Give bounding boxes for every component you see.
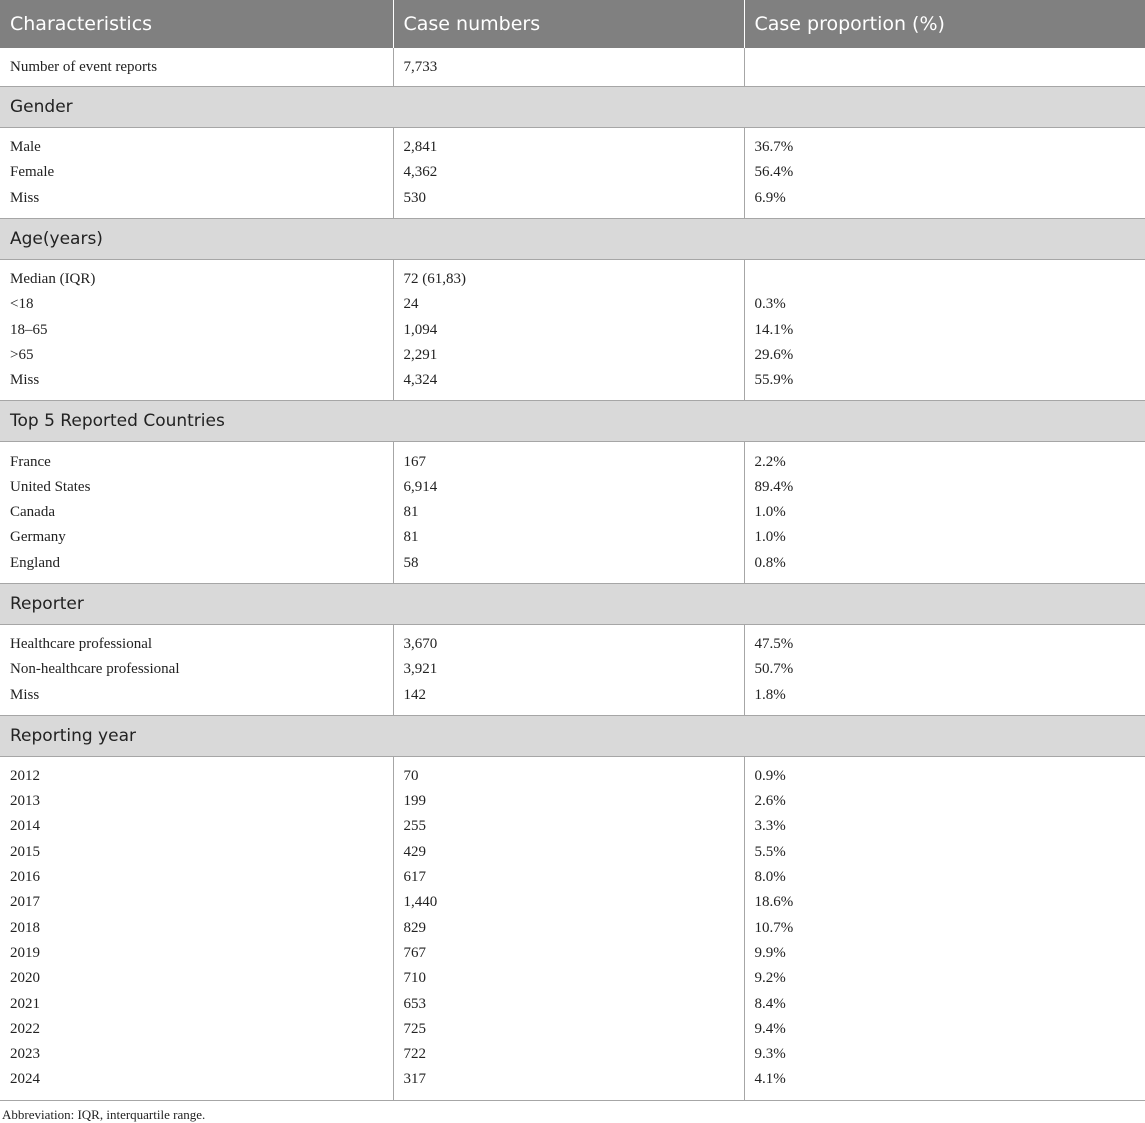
row-case-number: 829 <box>393 916 744 941</box>
row-case-proportion: 50.7% <box>744 657 1145 682</box>
row-case-proportion: 9.3% <box>744 1042 1145 1067</box>
row-case-number: 70 <box>393 756 744 789</box>
row-characteristic: Miss <box>10 686 40 703</box>
row-case-number: 317 <box>393 1067 744 1099</box>
row-case-number: 2,841 <box>393 128 744 161</box>
row-case-proportion: 0.9% <box>744 756 1145 789</box>
table-row <box>0 186 1145 219</box>
table-row <box>0 991 1145 1016</box>
row-characteristic: United States <box>10 478 91 495</box>
row-case-number: 1,440 <box>393 890 744 915</box>
table-row <box>0 292 1145 317</box>
table-row <box>0 941 1145 966</box>
row-case-proportion: 2.6% <box>744 789 1145 814</box>
table-row <box>0 343 1145 368</box>
row-case-proportion: 1.8% <box>744 682 1145 715</box>
event-reports-count: 7,733 <box>393 48 744 87</box>
row-case-proportion: 9.2% <box>744 966 1145 991</box>
section-header-row <box>0 715 1145 756</box>
row-case-proportion: 6.9% <box>744 186 1145 219</box>
row-case-number: 142 <box>393 682 744 715</box>
row-characteristic: 2014 <box>10 818 40 835</box>
table-row <box>0 368 1145 401</box>
table-row <box>0 966 1145 991</box>
row-case-number: 3,921 <box>393 657 744 682</box>
row-characteristic: Median (IQR) <box>10 271 96 288</box>
row-case-number: 4,324 <box>393 368 744 401</box>
table-row <box>0 657 1145 682</box>
row-characteristic: Miss <box>10 189 40 206</box>
row-case-proportion: 5.5% <box>744 840 1145 865</box>
row-case-number: 167 <box>393 442 744 475</box>
row-case-proportion: 1.0% <box>744 525 1145 550</box>
table-row <box>0 317 1145 342</box>
row-case-proportion: 29.6% <box>744 343 1145 368</box>
row-case-number: 199 <box>393 789 744 814</box>
header-case-proportion: Case proportion (%) <box>744 0 1145 48</box>
row-case-number: 58 <box>393 551 744 584</box>
row-characteristic: England <box>10 554 60 571</box>
row-case-number: 81 <box>393 525 744 550</box>
row-case-proportion: 47.5% <box>744 624 1145 657</box>
row-characteristic: 2021 <box>10 995 40 1012</box>
row-characteristic: 18–65 <box>10 321 48 338</box>
row-characteristic: 2018 <box>10 919 40 936</box>
row-characteristic: 2015 <box>10 843 40 860</box>
table-row <box>0 756 1145 789</box>
row-case-proportion: 14.1% <box>744 317 1145 342</box>
row-case-number: 530 <box>393 186 744 219</box>
row-characteristic: 2024 <box>10 1071 40 1088</box>
row-case-proportion: 3.3% <box>744 814 1145 839</box>
row-case-proportion: 4.1% <box>744 1067 1145 1099</box>
table-row <box>0 1017 1145 1042</box>
row-characteristic: Female <box>10 164 55 181</box>
row-case-number: 2,291 <box>393 343 744 368</box>
section-header-row <box>0 87 1145 128</box>
row-characteristic: 2013 <box>10 793 40 810</box>
table-row <box>0 865 1145 890</box>
row-case-proportion: 56.4% <box>744 160 1145 185</box>
footnote: Abbreviation: IQR, interquartile range. <box>0 1100 1145 1123</box>
table-row <box>0 259 1145 292</box>
row-case-proportion: 0.8% <box>744 551 1145 584</box>
table-row <box>0 916 1145 941</box>
table-row <box>0 500 1145 525</box>
section-title: Gender <box>0 87 1145 128</box>
table-row <box>0 890 1145 915</box>
event-reports-label: Number of event reports <box>10 58 158 75</box>
row-case-number: 653 <box>393 991 744 1016</box>
row-characteristic: 2023 <box>10 1046 40 1063</box>
row-case-number: 710 <box>393 966 744 991</box>
row-case-number: 6,914 <box>393 475 744 500</box>
row-case-proportion: 55.9% <box>744 368 1145 401</box>
table-row <box>0 525 1145 550</box>
row-case-proportion: 2.2% <box>744 442 1145 475</box>
table-row <box>0 551 1145 584</box>
row-case-proportion: 9.9% <box>744 941 1145 966</box>
row-case-proportion: 89.4% <box>744 475 1145 500</box>
row-characteristic: 2019 <box>10 944 40 961</box>
row-case-number: 4,362 <box>393 160 744 185</box>
row-case-number: 767 <box>393 941 744 966</box>
section-header-row <box>0 218 1145 259</box>
section-title: Reporting year <box>0 715 1145 756</box>
section-title: Reporter <box>0 583 1145 624</box>
event-reports-row <box>0 48 1145 87</box>
row-case-proportion <box>744 259 1145 292</box>
row-case-proportion: 1.0% <box>744 500 1145 525</box>
row-characteristic: 2017 <box>10 894 40 911</box>
row-characteristic: 2016 <box>10 869 40 886</box>
row-case-proportion: 0.3% <box>744 292 1145 317</box>
row-characteristic: 2020 <box>10 970 40 987</box>
row-case-proportion: 8.4% <box>744 991 1145 1016</box>
table-header-row <box>0 0 1145 48</box>
row-case-proportion: 18.6% <box>744 890 1145 915</box>
row-case-number: 429 <box>393 840 744 865</box>
row-characteristic: Non-healthcare professional <box>10 661 180 678</box>
section-title: Top 5 Reported Countries <box>0 401 1145 442</box>
table-row <box>0 789 1145 814</box>
header-characteristics: Characteristics <box>0 0 393 48</box>
table-row <box>0 1042 1145 1067</box>
row-characteristic: Healthcare professional <box>10 636 153 652</box>
row-characteristic: Canada <box>10 504 55 521</box>
row-case-number: 3,670 <box>393 624 744 657</box>
row-characteristic: >65 <box>10 346 34 363</box>
row-case-number: 1,094 <box>393 317 744 342</box>
table-row <box>0 624 1145 657</box>
table-row <box>0 442 1145 475</box>
row-characteristic: Miss <box>10 372 40 389</box>
table-row <box>0 160 1145 185</box>
table-row <box>0 1067 1145 1099</box>
row-case-proportion: 36.7% <box>744 128 1145 161</box>
row-characteristic: 2022 <box>10 1020 40 1037</box>
row-case-number: 72 (61,83) <box>393 259 744 292</box>
row-case-number: 81 <box>393 500 744 525</box>
row-case-number: 725 <box>393 1017 744 1042</box>
table-row <box>0 128 1145 161</box>
header-case-numbers: Case numbers <box>393 0 744 48</box>
row-characteristic: Germany <box>10 529 66 546</box>
row-case-number: 617 <box>393 865 744 890</box>
row-characteristic: <18 <box>10 296 34 313</box>
row-characteristic: 2012 <box>10 767 40 784</box>
row-case-number: 722 <box>393 1042 744 1067</box>
row-case-proportion: 8.0% <box>744 865 1145 890</box>
row-case-proportion: 9.4% <box>744 1017 1145 1042</box>
section-header-row <box>0 401 1145 442</box>
table-row <box>0 814 1145 839</box>
section-header-row <box>0 583 1145 624</box>
event-reports-pct <box>744 48 1145 87</box>
table-row <box>0 682 1145 715</box>
row-case-proportion: 10.7% <box>744 916 1145 941</box>
row-case-number: 255 <box>393 814 744 839</box>
table-row <box>0 840 1145 865</box>
row-characteristic: France <box>10 453 51 470</box>
row-case-number: 24 <box>393 292 744 317</box>
row-characteristic: Male <box>10 139 41 156</box>
table-row <box>0 475 1145 500</box>
section-title: Age(years) <box>0 218 1145 259</box>
